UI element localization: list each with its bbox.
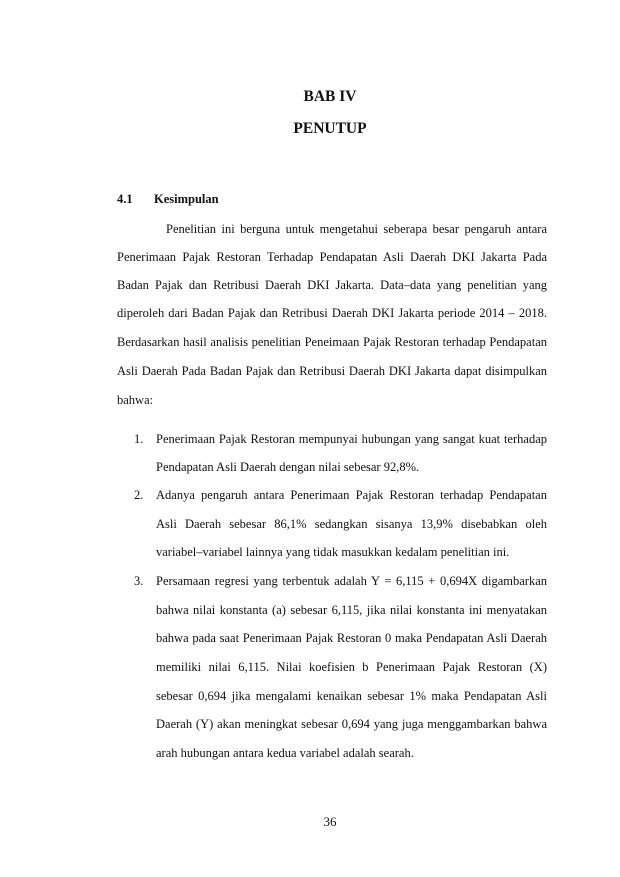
section-heading — [117, 192, 219, 207]
list-line: variabel–variabel lainnya yang tidak masukkan kedalam penelitian ini. — [156, 545, 510, 559]
paragraph-line: diperoleh dari Badan Pajak dan Retribusi Daerah DKI Jakarta periode 2014 – 2018. — [117, 306, 547, 320]
section-title: Kesimpulan — [154, 192, 219, 206]
paragraph-line: bahwa: — [117, 393, 154, 407]
list-number: 1. — [134, 432, 144, 446]
list-number: 2. — [134, 488, 144, 502]
list-line: Asli Daerah sebesar 86,1% sedangkan sisanya 13,9% disebabkan oleh — [156, 517, 547, 531]
list-line: Persamaan regresi yang terbentuk adalah Y = 6,115 + 0,694X digambarkan — [156, 574, 547, 588]
section-number: 4.1 — [117, 192, 133, 206]
paragraph-line: Asli Daerah Pada Badan Pajak dan Retribusi Daerah DKI Jakarta dapat disimpulkan — [117, 364, 547, 378]
list-line: Penerimaan Pajak Restoran mempunyai hubungan yang sangat kuat terhadap — [156, 432, 547, 446]
list-line: Daerah (Y) akan meningkat sebesar 0,694 yang juga menggambarkan bahwa — [156, 717, 547, 731]
list-number: 3. — [134, 574, 144, 588]
paragraph-line: Penerimaan Pajak Restoran Terhadap Pendapatan Asli Daerah DKI Jakarta Pada — [117, 250, 547, 264]
list-line: Pendapatan Asli Daerah dengan nilai sebesar 92,8%. — [156, 460, 420, 474]
list-line: sebesar 0,694 jika mengalami kenaikan sebesar 1% maka Pendapatan Asli — [156, 689, 547, 703]
chapter-title: PENUTUP — [293, 120, 367, 137]
paragraph-line: Berdasarkan hasil analisis penelitian Peneimaan Pajak Restoran terhadap Pendapatan — [117, 335, 547, 349]
list-line: memiliki nilai 6,115. Nilai koefisien b Penerimaan Pajak Restoran (X) — [156, 660, 547, 674]
list-line: Adanya pengaruh antara Penerimaan Pajak Restoran terhadap Pendapatan — [156, 488, 547, 502]
list-line: bahwa pada saat Penerimaan Pajak Restoran 0 maka Pendapatan Asli Daerah — [156, 631, 547, 645]
list-line: arah hubungan antara kedua variabel adalah searah. — [156, 746, 414, 760]
chapter-number: BAB IV — [303, 88, 357, 105]
paragraph-line: Badan Pajak dan Retribusi Daerah DKI Jakarta. Data–data yang penelitian yang — [117, 278, 547, 292]
list-line: bahwa nilai konstanta (a) sebesar 6,115, jika nilai konstanta ini menyatakan — [156, 603, 547, 617]
page-number: 36 — [323, 814, 337, 829]
paragraph-line: Penelitian ini berguna untuk mengetahui seberapa besar pengaruh antara — [166, 222, 547, 236]
